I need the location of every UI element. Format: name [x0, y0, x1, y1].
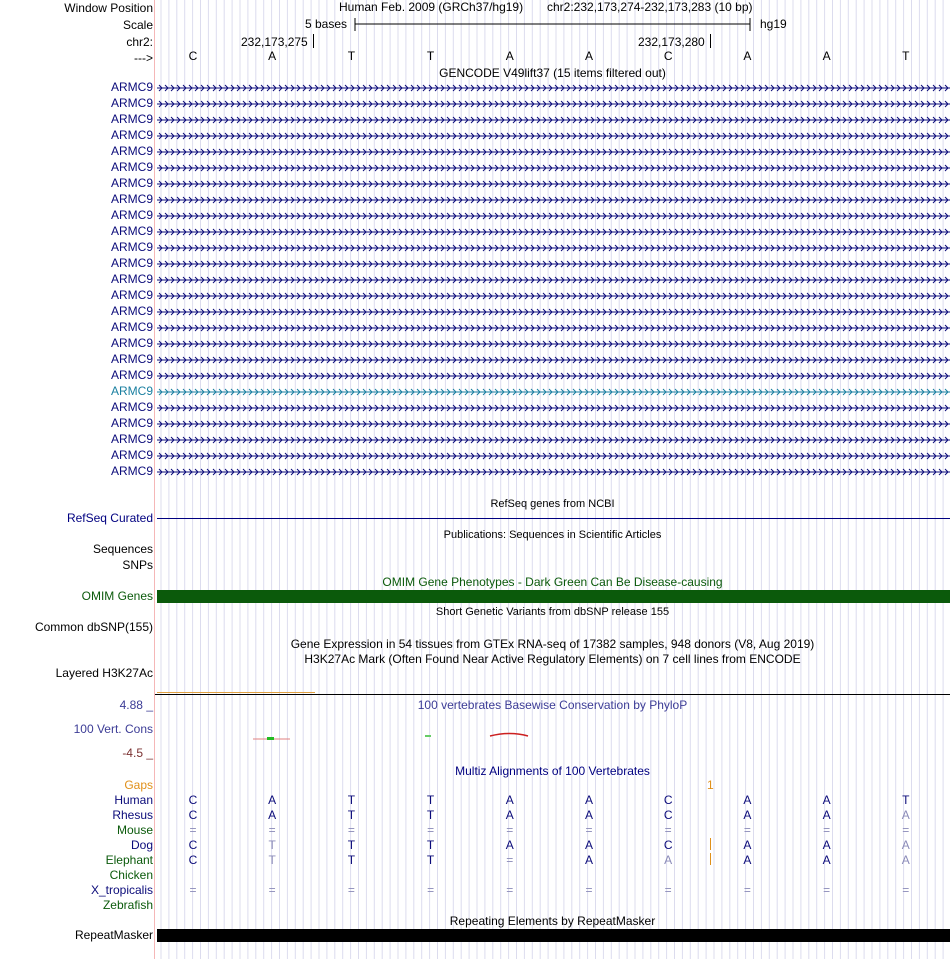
alignment-base: A: [505, 793, 514, 807]
alignment-base: =: [189, 883, 197, 897]
gene-track-line[interactable]: [157, 356, 950, 364]
alignment-base: T: [902, 793, 910, 807]
gene-label[interactable]: ARMC9: [110, 416, 153, 430]
alignment-base: T: [426, 808, 435, 822]
window-position-label: Window Position: [64, 1, 153, 15]
phylop-title[interactable]: 100 vertebrates Basewise Conservation by PhyloP: [417, 698, 688, 712]
alignment-base: A: [822, 808, 831, 822]
alignment-base: T: [268, 853, 276, 867]
omim-bar[interactable]: [157, 590, 950, 603]
alignment-base: =: [902, 823, 910, 837]
gene-track-line[interactable]: [157, 164, 950, 172]
gene-track-line[interactable]: [157, 340, 950, 348]
gene-label[interactable]: ARMC9: [110, 224, 153, 238]
gene-label[interactable]: ARMC9: [110, 384, 153, 398]
alignment-base: C: [663, 808, 673, 822]
gene-track-line[interactable]: [157, 292, 950, 300]
dna-base: C: [663, 49, 673, 63]
dna-base: A: [822, 49, 831, 63]
repeatmasker-label[interactable]: RepeatMasker: [74, 928, 153, 942]
h3k27ac-label[interactable]: Layered H3K27Ac: [55, 666, 153, 680]
alignment-base: A: [743, 808, 752, 822]
position-text[interactable]: chr2:232,173,274-232,173,283 (10 bp): [547, 0, 753, 14]
track-separator: [155, 694, 950, 695]
alignment-base: =: [664, 883, 672, 897]
gaps-label[interactable]: Gaps: [124, 778, 153, 792]
alignment-base: =: [823, 883, 831, 897]
gene-label[interactable]: ARMC9: [110, 176, 153, 190]
alignment-base: A: [584, 838, 593, 852]
gene-track-line[interactable]: [157, 452, 950, 460]
alignment-base: C: [663, 793, 673, 807]
alignment-base: A: [505, 808, 514, 822]
alignment-base: =: [268, 883, 276, 897]
species-label[interactable]: X_tropicalis: [90, 883, 153, 897]
gene-track-line[interactable]: [157, 116, 950, 124]
alignment-base: A: [822, 793, 831, 807]
dna-base: A: [268, 49, 277, 63]
gene-track-line[interactable]: [157, 180, 950, 188]
h3k27ac-signal[interactable]: [157, 692, 315, 693]
gene-label[interactable]: ARMC9: [110, 288, 153, 302]
alignment-base: C: [188, 838, 198, 852]
omim-label[interactable]: OMIM Genes: [81, 589, 153, 603]
alignment-base: =: [506, 883, 514, 897]
alignment-base: =: [427, 823, 435, 837]
coord-tick-2: [710, 34, 711, 48]
gene-label[interactable]: ARMC9: [110, 112, 153, 126]
alignment-base: T: [426, 853, 435, 867]
repeatmasker-bar[interactable]: [157, 929, 950, 942]
alignment-base: T: [268, 838, 276, 852]
gencode-title[interactable]: GENCODE V49lift37 (15 items filtered out): [439, 66, 666, 80]
phylop-min-label: -4.5 _: [122, 746, 153, 760]
scale-label: Scale: [122, 18, 153, 32]
gene-track-line[interactable]: [157, 372, 950, 380]
alignment-base: A: [584, 793, 593, 807]
alignment-base: A: [743, 853, 752, 867]
gene-label[interactable]: ARMC9: [110, 352, 153, 366]
gene-label[interactable]: ARMC9: [110, 432, 153, 446]
phylop-max-label: 4.88 _: [119, 698, 153, 712]
alignment-base: T: [347, 793, 356, 807]
assembly-title: Human Feb. 2009 (GRCh37/hg19): [339, 0, 524, 14]
alignment-base: A: [822, 838, 831, 852]
coord-label-1: 232,173,275: [241, 35, 308, 49]
species-label[interactable]: Dog: [130, 838, 153, 852]
gene-label[interactable]: ARMC9: [110, 80, 153, 94]
alignment-base: A: [901, 808, 910, 822]
gene-track-line[interactable]: [157, 276, 950, 284]
gene-label[interactable]: ARMC9: [110, 128, 153, 142]
refseq-line[interactable]: [157, 518, 950, 519]
h3k27ac-title[interactable]: H3K27Ac Mark (Often Found Near Active Regulatory Elements) on 7 cell lines from ENCODE: [304, 652, 801, 666]
gene-label[interactable]: ARMC9: [110, 336, 153, 350]
gene-label[interactable]: ARMC9: [110, 160, 153, 174]
gene-track-line[interactable]: [157, 148, 950, 156]
dna-base: A: [505, 49, 514, 63]
alignment-base: =: [347, 883, 355, 897]
alignment-base: A: [743, 793, 752, 807]
strand-label: --->: [134, 51, 153, 65]
alignment-base: =: [743, 823, 751, 837]
gene-track-line[interactable]: [157, 260, 950, 268]
alignment-base: =: [743, 883, 751, 897]
gene-track-line[interactable]: [157, 212, 950, 220]
gene-label[interactable]: ARMC9: [110, 272, 153, 286]
gene-label[interactable]: ARMC9: [110, 464, 153, 478]
dna-base: T: [426, 49, 435, 63]
alignment-base: =: [585, 883, 593, 897]
gene-label[interactable]: ARMC9: [110, 400, 153, 414]
alignment-base: =: [427, 883, 435, 897]
alignment-base: T: [426, 838, 435, 852]
gene-label[interactable]: ARMC9: [110, 256, 153, 270]
pubs-title[interactable]: Publications: Sequences in Scientific Articles: [443, 529, 662, 541]
alignment-base: T: [347, 853, 356, 867]
gene-track-line[interactable]: [157, 196, 950, 204]
species-label[interactable]: Elephant: [105, 853, 153, 867]
gene-track-line[interactable]: [157, 388, 950, 396]
gene-track-line[interactable]: [157, 468, 950, 476]
dna-base: T: [347, 49, 356, 63]
scale-text: 5 bases: [305, 17, 348, 31]
phylop-graph[interactable]: [155, 728, 950, 744]
alignment-base: C: [188, 808, 198, 822]
alignment-base: A: [743, 838, 752, 852]
gap-bar-dog: [710, 838, 711, 850]
gene-track-line[interactable]: [157, 308, 950, 316]
alignment-base: C: [188, 853, 198, 867]
gap-mark: 1: [707, 778, 714, 792]
scale-bar: [354, 17, 754, 32]
omim-title[interactable]: OMIM Gene Phenotypes - Dark Green Can Be Disease-causing: [382, 575, 723, 589]
alignment-base: =: [585, 823, 593, 837]
species-label[interactable]: Chicken: [109, 868, 153, 882]
multiz-title[interactable]: Multiz Alignments of 100 Vertebrates: [455, 764, 650, 778]
dna-base: C: [188, 49, 198, 63]
alignment-base: C: [188, 793, 198, 807]
alignment-base: A: [505, 838, 514, 852]
gene-track-line[interactable]: [157, 436, 950, 444]
gene-track-line[interactable]: [157, 132, 950, 140]
alignment-base: =: [506, 823, 514, 837]
gtex-title[interactable]: Gene Expression in 54 tissues from GTEx RNA-seq of 17382 samples, 948 donors (V8, Aug 2019): [290, 637, 815, 651]
alignment-base: A: [268, 793, 277, 807]
gene-label[interactable]: ARMC9: [110, 192, 153, 206]
alignment-base: =: [347, 823, 355, 837]
alignment-base: T: [426, 793, 435, 807]
alignment-base: =: [189, 823, 197, 837]
gap-bar-elephant: [710, 853, 711, 865]
alignment-base: =: [664, 823, 672, 837]
gene-label[interactable]: ARMC9: [110, 304, 153, 318]
alignment-base: T: [347, 838, 356, 852]
gene-track-line[interactable]: [157, 84, 950, 92]
gene-label[interactable]: ARMC9: [110, 144, 153, 158]
species-label[interactable]: Rhesus: [112, 808, 153, 822]
gene-track-line[interactable]: [157, 244, 950, 252]
alignment-base: C: [663, 838, 673, 852]
gene-label[interactable]: ARMC9: [110, 320, 153, 334]
species-label[interactable]: Mouse: [116, 823, 153, 837]
alignment-base: =: [506, 853, 514, 867]
alignment-base: =: [902, 883, 910, 897]
gene-track-line[interactable]: [157, 404, 950, 412]
pubs-label-sequences[interactable]: Sequences: [92, 542, 153, 556]
chr-label: chr2:: [126, 35, 153, 49]
pubs-label-snps[interactable]: SNPs: [122, 558, 153, 572]
gene-label[interactable]: ARMC9: [110, 448, 153, 462]
alignment-base: A: [901, 838, 910, 852]
coord-label-2: 232,173,280: [638, 35, 705, 49]
refseq-title[interactable]: RefSeq genes from NCBI: [490, 498, 615, 510]
phylop-label[interactable]: 100 Vert. Cons: [73, 722, 153, 736]
gene-label[interactable]: ARMC9: [110, 240, 153, 254]
gene-track-line[interactable]: [157, 420, 950, 428]
gene-label[interactable]: ARMC9: [110, 96, 153, 110]
alignment-base: A: [901, 853, 910, 867]
alignment-base: A: [268, 808, 277, 822]
alignment-base: A: [664, 853, 673, 867]
alignment-base: =: [823, 823, 831, 837]
repeatmasker-title[interactable]: Repeating Elements by RepeatMasker: [449, 914, 656, 928]
dna-base: T: [902, 49, 910, 63]
db-text: hg19: [760, 17, 787, 31]
alignment-base: =: [268, 823, 276, 837]
gene-label[interactable]: ARMC9: [110, 368, 153, 382]
gene-track-line[interactable]: [157, 228, 950, 236]
dbsnp-label[interactable]: Common dbSNP(155): [34, 620, 153, 634]
alignment-base: A: [584, 853, 593, 867]
refseq-label[interactable]: RefSeq Curated: [66, 511, 153, 525]
species-label[interactable]: Human: [114, 793, 153, 807]
gene-track-line[interactable]: [157, 324, 950, 332]
alignment-base: T: [347, 808, 356, 822]
species-label[interactable]: Zebrafish: [102, 898, 153, 912]
dna-base: A: [743, 49, 752, 63]
gene-track-line[interactable]: [157, 100, 950, 108]
gene-label[interactable]: ARMC9: [110, 208, 153, 222]
dbsnp-title[interactable]: Short Genetic Variants from dbSNP release 155: [435, 606, 670, 618]
dna-base: A: [584, 49, 593, 63]
alignment-base: A: [584, 808, 593, 822]
alignment-base: A: [822, 853, 831, 867]
coord-tick-1: [313, 34, 314, 48]
